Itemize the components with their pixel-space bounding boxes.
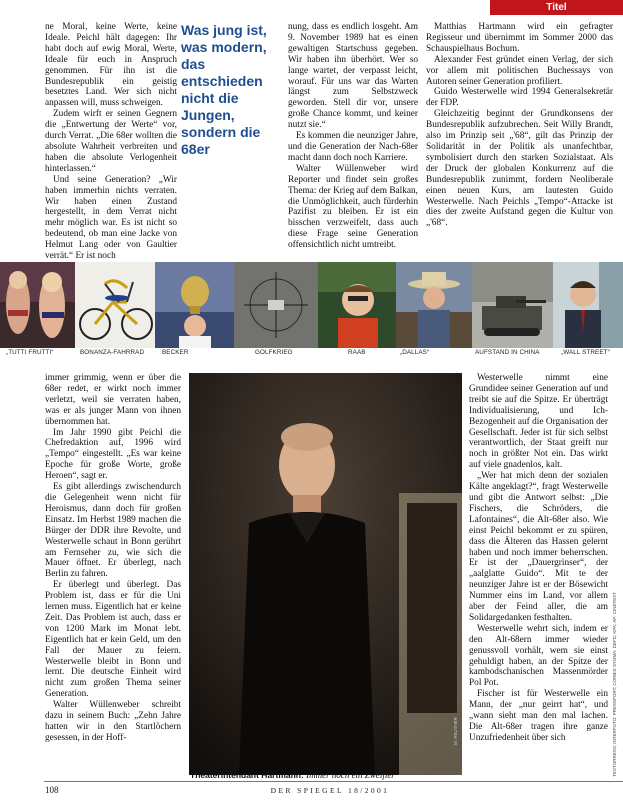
caption-text: Immer noch ein Zweifler [306, 770, 395, 780]
page-number: 108 [45, 785, 59, 795]
trophy-photo [155, 262, 234, 348]
article-column-2 [288, 22, 418, 251]
photo-label: RAAB [348, 349, 366, 356]
paragraph: Gleichzeitig beginnt der Grundkonsens der Bundesrepublik aufzubrechen. Seit Willy Brandt, also im Prinzip seit „'68“, gilt das Prinzip der Solidarität in der Politik als unanfechtbar, symbolisiert durch den starken Sozialstaat. Als der Druck der globalen Konkurrenz auf die Bundesrepublik zunimmt, fordern Neoliberale einen neuen Kurs, am lautesten Guido Westerwelle. Nach Peichls „Tempo“-Attacke ist dies der zweite Aufstand gegen die Kultur von „'68“. [426, 109, 613, 229]
paragraph: Zudem wirft er seinen Gegnern die „Entwertung der Werte“ vor, durch Verrat. „Die 68er wollten die absolute Wahrheit verbreiten und haben die absolute Verlogenheit hinterlassen.“ [45, 109, 177, 174]
night-vision-photo [234, 262, 318, 348]
photo-label: „TUTTI FRUTTI“ [6, 349, 54, 356]
photo-label: GOLFKRIEG [255, 349, 293, 356]
paragraph: Er überlegt und überlegt. Das Problem ist, dass er für die Uni lernen muss. Eigentlich hat er keine Zeit. Das Problem ist auch, dass er von 1200 Mark im Monat lebt. Eigentlich hat er kein Geld, um den Fall der Mauer zu feiern. Westerwelle bleibt in Bonn und lernt. Die deutsche Einheit wird nicht zum großen Thema seiner Generation. [45, 580, 181, 700]
section-tag: Titel [490, 0, 623, 15]
tv-show-photo [0, 262, 75, 348]
magazine-issue: DER SPIEGEL 18/2001 [270, 786, 390, 795]
paragraph: Walter Wüllenweber wird Reporter und findet sein großes Thema: der Krieg auf dem Balkan, die Unmöglichkeit, auch fürderhin Pazifist zu bleiben. Er ist ein bisschen verzweifelt, dass auch diese Frage seine Generation offensichtlich nicht umtreibt. [288, 163, 418, 251]
paragraph: Westerwelle nimmt eine Grundidee seiner Generation auf und treibt sie auf die Spitze. Er überträgt Individualisierung, und Ich-Bezogenheit auf die Organisation der Gesellschaft. Jeder ist für sich selbst verantwortlich, der Staat greift nur noch in größter Not ein. Das wirkt auf viele gnadenlos, kalt. [469, 373, 608, 471]
tv-host-photo [318, 262, 396, 348]
paragraph: Es gibt allerdings zwischendurch die Gelegenheit wenn nicht für Heroismus, dann doch für großen Einsatz. Im Herbst 1989 machen die Bürger der DDR ihre Revolte, und Westerwelle schaut in Bonn gerührt am Fernseher zu, wie sich die Mauer öffnet. Er überlegt, nach Berlin zu fahren. [45, 482, 181, 580]
paragraph: Fischer ist für Westerwelle ein Mann, der „nur geirrt hat“, und „wann sieht man den mal lachen. Die Alt-68er tragen ihre ganze Unzufriedenheit über sich [469, 689, 608, 743]
paragraph: immer grimmig, wenn er über die 68er redet, er wirkt noch immer verletzt, weil sie verraten haben, was er als junger Mann von ihnen übernommen hat. [45, 373, 181, 427]
photo-label: „WALL STREET“ [561, 349, 610, 356]
photo-label: AUFSTAND IN CHINA [475, 349, 540, 356]
photo-credits-vertical: TEXTORRESS; INTERFOTO; PRESSPORT; CORBIS SYGMA; DEFD; KPA; AP; CINETEXT [612, 592, 617, 777]
photo-strip-labels [0, 349, 623, 359]
paragraph: ne Moral, keine Werte, keine Ideale. Peichl hält dagegen: Ihr habt doch auf ewig Moral, Werte, Ideale für euch in Anspruch genommen. Für ihn ist die Bundesrepublik ein geistig besetztes Land. Wer sich nicht anpassen will, muss schweigen. [45, 22, 177, 109]
paragraph: Es kommen die neunziger Jahre, und die Generation der Nach-68er macht dann doch noch Karriere. [288, 131, 418, 163]
cowboy-photo [396, 262, 472, 348]
paragraph: Westerwelle wehrt sich, indem er den Alt-68ern immer wieder genussvoll vorhält, wem sie einst gehuldigt haben, an der Spitze der kambodschanischen Massenmörder Pol Pot. [469, 623, 608, 689]
footer-rule [44, 781, 623, 782]
paragraph: „Wer hat mich denn der sozialen Kälte angeklagt?“, fragt Westerwelle und gibt die Antwort selbst: „Die Fischers, die Schröders, die Lafontaines“, die Alt-68er also. Wie einst Peichl bekommt er zu spüren, dass die Älteren das Hassen gelernt haben und noch immer beherrschen. Er ist der „Dauergrinser“, der „aalglatte Guido“. Mit te der neunziger Jahre ist er der Bösewicht Nummer eins im Land, vor allem aber der Feind aller, die am Solidargedanken festhalten. [469, 471, 608, 623]
paragraph: Walter Wüllenweber schreibt dazu in seinem Buch: „Zehn Jahre hatten wir in den Startlöchern gesessen, in der Hoff- [45, 700, 181, 743]
paragraph: Matthias Hartmann wird ein gefragter Regisseur und übernimmt im Sommer 2000 das Schauspielhaus Bochum. [426, 22, 613, 54]
businessman-photo [553, 262, 623, 348]
paragraph: Alexander Fest gründet einen Verlag, der sich vor allem mit politischen Buchessays von Autoren seiner Generation profiliert. [426, 54, 613, 87]
paragraph: Im Jahr 1990 gibt Peichl die Chefredaktion auf, 1996 wird „Tempo“ eingestellt. „Es war keine Epoche für große Worte, große Heroen“, sagt er. [45, 427, 181, 482]
pull-quote: Was jung ist, was modern, das entschieden nicht die Jungen, sondern die 68er [181, 22, 267, 157]
article-column-1 [45, 22, 177, 262]
photo-label: BONANZA-FAHRRAD [80, 349, 145, 356]
bicycle-photo [75, 262, 155, 348]
article-column-5 [469, 373, 608, 744]
photo-credit: M. REUTHER [453, 717, 458, 745]
paragraph: Guido Westerwelle wird 1994 Generalsekretär der FDP. [426, 87, 613, 109]
paragraph: Und seine Generation? „Wir haben immerhin nichts verraten. Wir haben einen Zustand hergestellt, in dem Verrat nicht mehr möglich war. Es ist nicht so bedeutend, ob man eine Jacke von Helmut Lang oder von Gaultier verrät.“ Er ist noch [45, 174, 177, 262]
photo-label: BECKER [162, 349, 189, 356]
photo-label: „DALLAS“ [400, 349, 430, 356]
caption-lead: Theaterintendant Hartmann: [190, 770, 304, 780]
photo-caption [190, 770, 465, 781]
portrait-photo [189, 373, 462, 775]
article-column-3 [426, 22, 613, 229]
article-column-4 [45, 373, 181, 744]
photo-strip [0, 262, 623, 348]
paragraph: nung, dass es endlich losgeht. Am 9. November 1989 hat es einen gewaltigen Startschuss gegeben. Wir haben ihn überhört. Wer so lange wartet, der verpasst leicht, worauf. Für uns war das Warten längst zum Selbstzweck geworden. Stell dir vor, unsere große Chance kommt, und keiner nutzt sie.“ [288, 22, 418, 131]
tank-photo [472, 262, 553, 348]
